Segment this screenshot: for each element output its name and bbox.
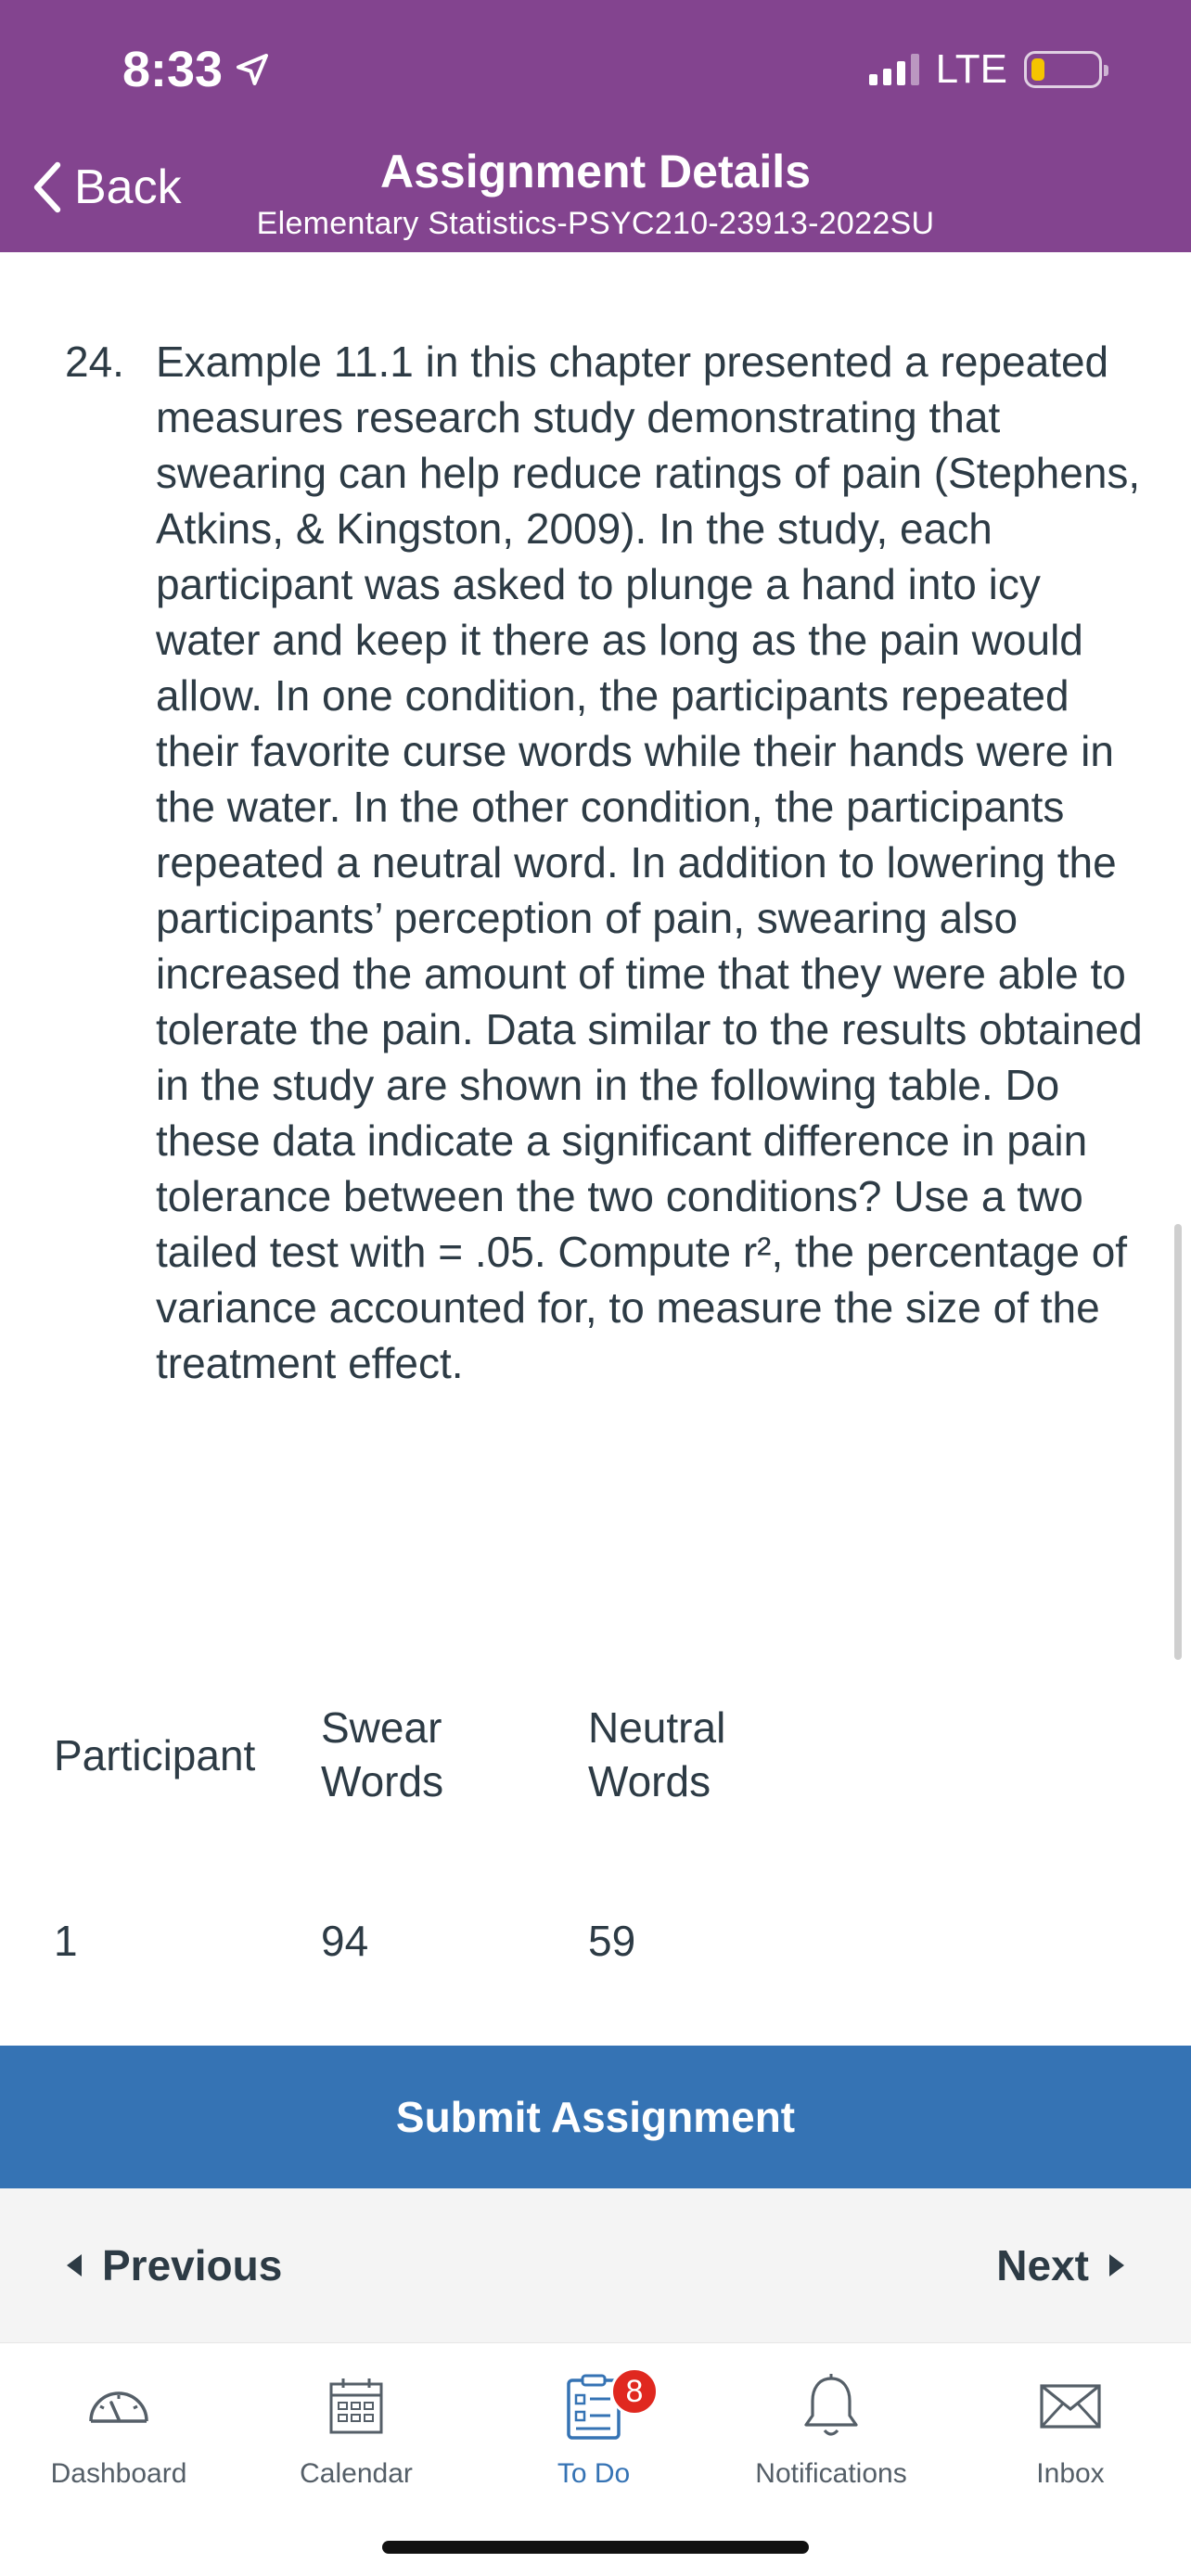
status-indicators — [869, 46, 1102, 93]
pager-bar — [0, 2188, 1191, 2342]
column-header-line: Neutral — [588, 1703, 726, 1752]
tab-label: Dashboard — [50, 2458, 187, 2489]
table-header — [0, 1701, 1191, 1821]
tab-todo[interactable] — [475, 2362, 712, 2490]
question-number: 24. — [65, 338, 124, 386]
course-subtitle: Elementary Statistics-PSYC210-23913-2022SU — [256, 206, 935, 241]
tab-dashboard[interactable] — [0, 2362, 237, 2490]
caret-left-icon — [67, 2254, 82, 2276]
previous-label: Previous — [102, 2241, 283, 2289]
tab-label: To Do — [557, 2458, 631, 2489]
battery-icon — [1024, 51, 1102, 88]
location-arrow-icon — [234, 51, 271, 88]
submit-label: Submit Assignment — [395, 2093, 796, 2141]
app-header — [0, 0, 1191, 252]
question-text-block — [65, 334, 1150, 1391]
signal-strength-icon — [869, 54, 919, 85]
bell-icon — [801, 2373, 861, 2440]
column-header-swear-words — [321, 1701, 443, 1808]
submit-assignment-button[interactable] — [0, 2046, 1191, 2188]
tab-label: Notifications — [755, 2458, 907, 2489]
table-cell: 59 — [588, 1917, 636, 1965]
tab-label: Inbox — [1036, 2458, 1105, 2489]
tab-calendar[interactable] — [237, 2362, 475, 2490]
question-body: Example 11.1 in this chapter presented a repeated measures research study demonstrating that swearing can help reduce ratings of pain (Stephens, Atkins, & Kingston, 2009). In the study, each participant was asked to plunge a hand into icy water and keep it there as long as the pain would allow. In one condition, the participants repeated their favorite curse words while their hands were in the water. In the other condition, the participants repeated a neutral word. In addition to lowering the participants’ perception of pain, swearing also increased the amount of time that they were able to tolerate the pain. Data similar to the results obtained in the study are shown in the following table. Do these data indicate a significant difference in pain tolerance between the two conditions? Use a two tailed test with = .05. Compute r², the percentage of variance accounted for, to measure the size of the treatment effect. — [156, 338, 1143, 1387]
scrollbar[interactable] — [1174, 1224, 1182, 1660]
network-label: LTE — [935, 46, 1007, 92]
home-indicator — [382, 2541, 809, 2554]
dashboard-icon — [83, 2378, 154, 2434]
status-time — [122, 41, 271, 98]
calendar-icon — [328, 2377, 384, 2436]
todo-count-badge: 8 — [610, 2367, 659, 2416]
tab-notifications[interactable] — [712, 2362, 950, 2490]
tab-inbox[interactable] — [950, 2362, 1191, 2490]
table-cell: 1 — [54, 1917, 78, 1965]
caret-right-icon — [1109, 2254, 1124, 2276]
tab-label: Calendar — [300, 2458, 413, 2489]
column-header-line: Words — [588, 1757, 711, 1805]
envelope-icon — [1039, 2383, 1102, 2429]
column-header-participant — [54, 1728, 255, 1782]
column-header-line: Words — [321, 1757, 444, 1805]
column-header-participant-text: Participant — [54, 1731, 256, 1779]
back-label: Back — [74, 160, 182, 214]
column-header-line: Swear — [321, 1703, 442, 1752]
next-label: Next — [996, 2241, 1089, 2289]
table-row — [0, 1914, 1191, 1970]
page-title: Assignment Details — [379, 146, 811, 198]
column-header-neutral-words — [588, 1701, 725, 1808]
status-time-text: 8:33 — [122, 42, 224, 97]
header-title-block — [0, 145, 1191, 242]
previous-button[interactable] — [67, 2240, 282, 2290]
table-cell: 94 — [321, 1917, 369, 1965]
next-button[interactable] — [996, 2240, 1124, 2290]
